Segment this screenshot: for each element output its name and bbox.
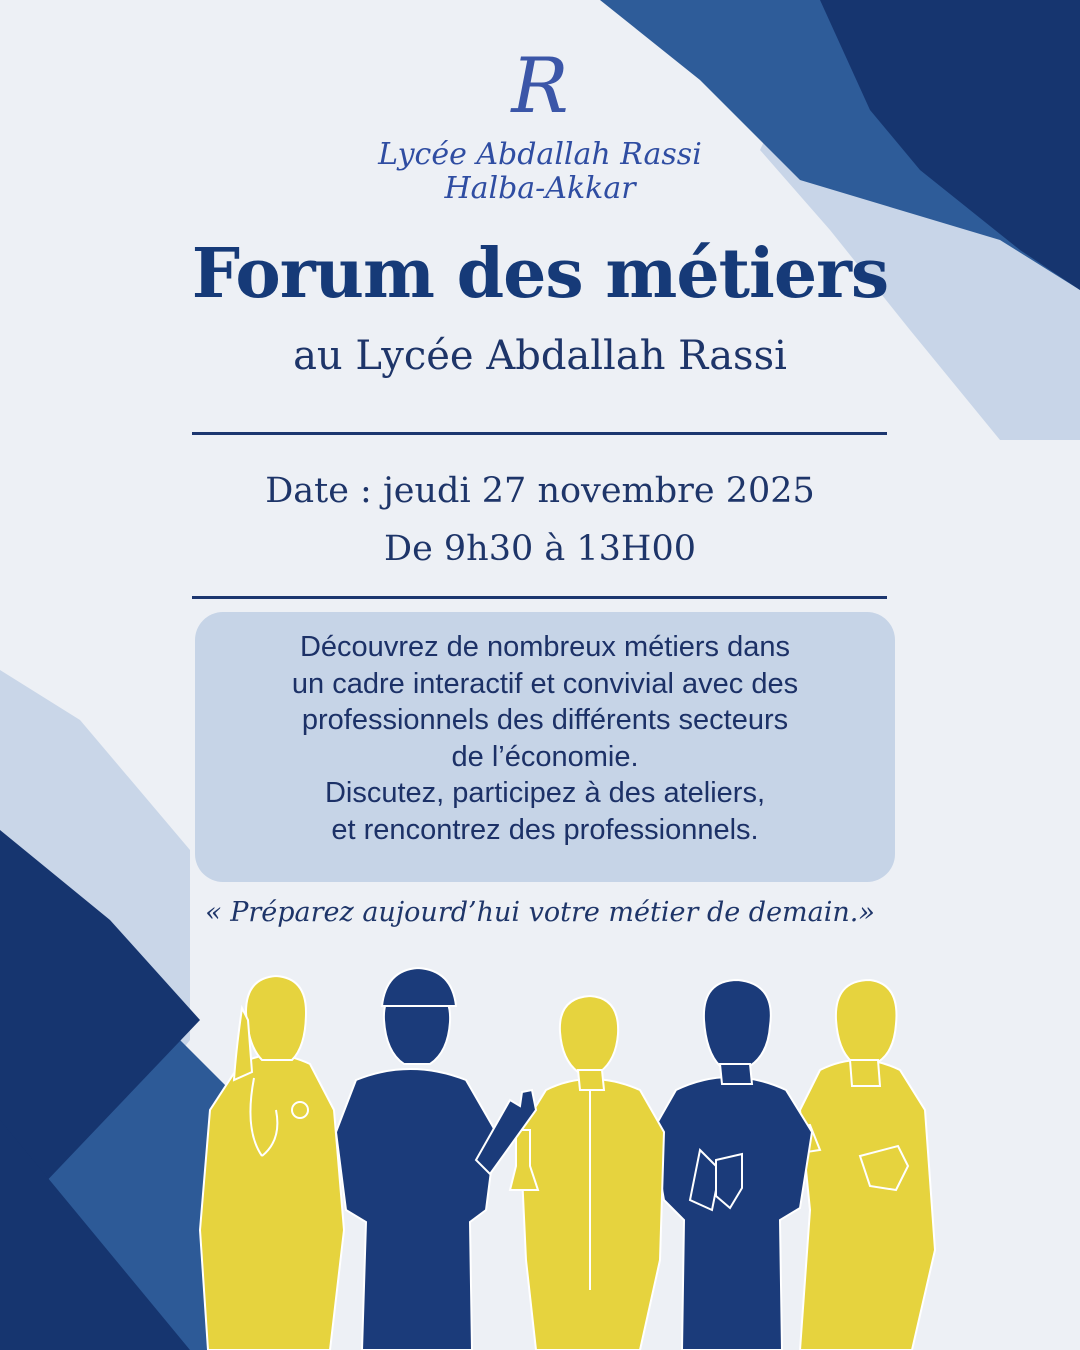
scientist-figure: [510, 996, 664, 1350]
description-box: [195, 612, 895, 882]
logo-location: Halba-Akkar: [444, 171, 636, 206]
motto-quote: « Préparez aujourd’hui votre métier de demain.»: [205, 897, 875, 928]
divider-top: [192, 432, 887, 435]
page-title: Forum des métiers: [191, 234, 889, 314]
description-line: un cadre interactif et convivial avec des: [291, 667, 799, 700]
page-subtitle: au Lycée Abdallah Rassi: [293, 333, 787, 379]
construction-worker-figure: [336, 968, 536, 1350]
description-line: de l’économie.: [451, 740, 639, 773]
description-line: et rencontrez des professionnels.: [331, 813, 759, 846]
divider-bottom: [192, 596, 887, 599]
description-line: Découvrez de nombreux métiers dans: [299, 631, 790, 663]
doctor-figure: [200, 976, 344, 1350]
professionals-illustration: [0, 960, 1080, 1350]
logo-school-name: Lycée Abdallah Rassi: [378, 137, 702, 172]
logo-monogram: R: [511, 41, 569, 130]
technician-figure: [652, 980, 812, 1350]
description-line: professionnels des différents secteurs: [301, 704, 789, 736]
event-date: Date : jeudi 27 novembre 2025: [265, 471, 815, 511]
description-line: Discutez, participez à des ateliers,: [324, 777, 766, 809]
event-time: De 9h30 à 13H00: [384, 529, 696, 569]
